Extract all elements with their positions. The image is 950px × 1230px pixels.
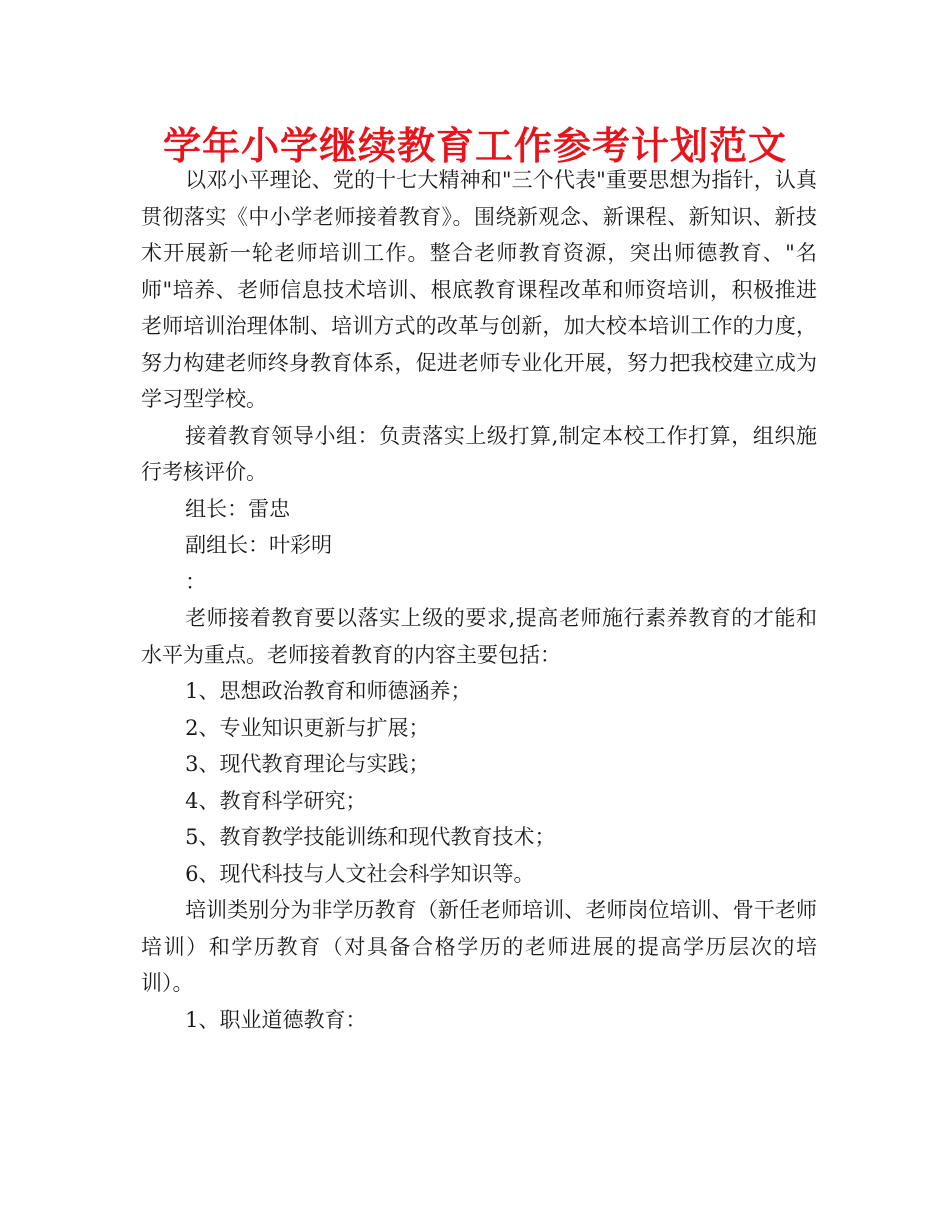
list-item: 1、思想政治教育和师德涵养； (185, 679, 472, 703)
paragraph-content-intro: 老师接着教育要以落实上级的要求,提高老师施行素养教育的才能和水平为重点。老师接着教育的内容主要包括： (141, 606, 817, 667)
paragraph-training-categories: 培训类别分为非学历教育（新任老师培训、老师岗位培训、骨干老师培训）和学历教育（对具备合格学历的老师进展的提高学历层次的培训）。 (141, 898, 817, 995)
list-item: 6、现代科技与人文社会科学知识等。 (185, 861, 535, 886)
document-body (141, 162, 817, 1038)
paragraph-colon: ： (185, 569, 207, 594)
paragraph-group-leader: 组长：雷忠 (185, 496, 291, 521)
paragraph-section-heading: 1、职业道德教育： (185, 1007, 367, 1032)
list-item: 2、专业知识更新与扩展； (185, 715, 430, 740)
paragraph-guiding-principle: 以邓小平理论、党的十七大精神和"三个代表"重要思想为指针，认真贯彻落实《中小学老师接着教育》。围绕新观念、新课程、新知识、新技术开展新一轮老师培训工作。整合老师教育资源，突出师德教育、"名师"培养、老师信息技术培训、根底教育课程改革和师资培训，积极推进老师培训治理体制、培训方式的改革与创新，加大校本培训工作的力度，努力构建老师终身教育体系，促进老师专业化开展，努力把我校建立成为学习型学校。 (141, 168, 817, 411)
paragraph-leadership-group: 接着教育领导小组：负责落实上级打算,制定本校工作打算，组织施行考核评价。 (141, 423, 817, 484)
list-item: 5、教育教学技能训练和现代教育技术； (185, 825, 556, 849)
paragraph-deputy-leader: 副组长：叶彩明 (185, 533, 333, 557)
list-item: 3、现代教育理论与实践； (185, 752, 430, 776)
list-item: 4、教育科学研究； (185, 788, 367, 813)
document-title: 学年小学继续教育工作参考计划范文 (162, 124, 787, 168)
